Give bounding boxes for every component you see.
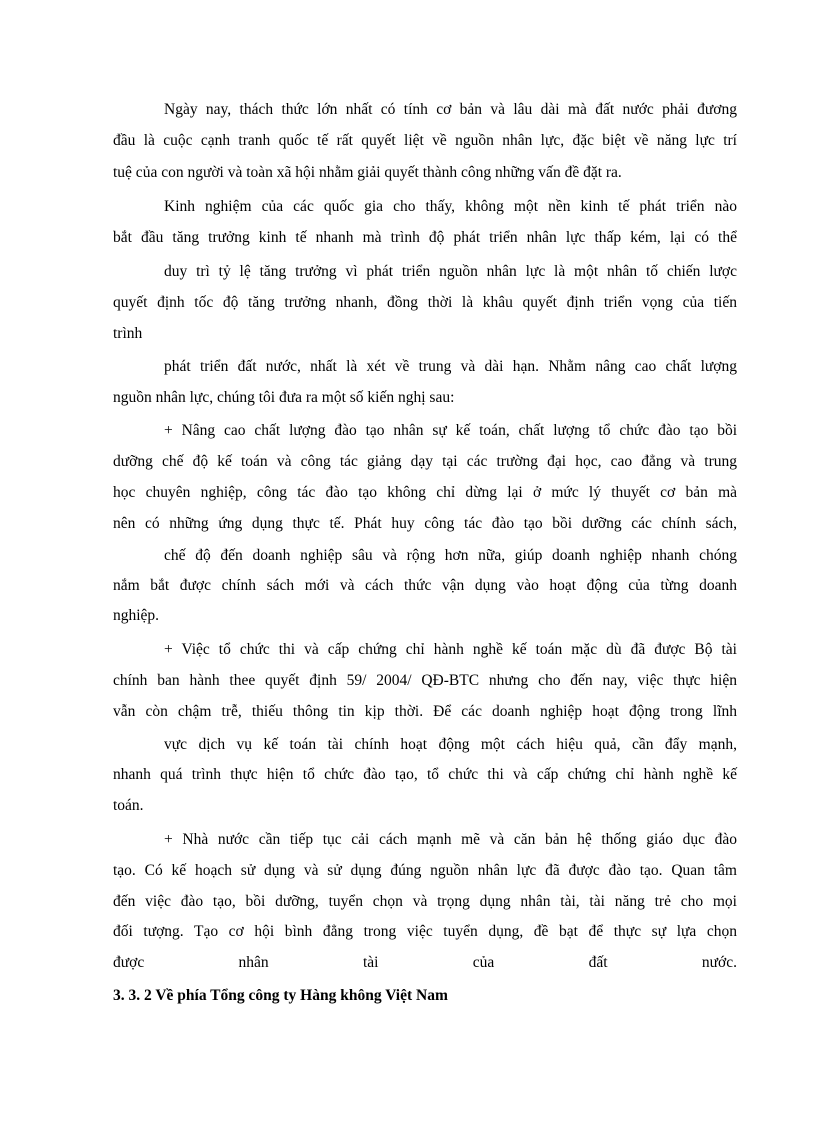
paragraph-line: + Nhà nước cần tiếp tục cải cách mạnh mẽ và căn bản hệ thống giáo dục đào (164, 831, 737, 848)
paragraph-line: chính ban hành thee quyết định 59/ 2004/ QĐ-BTC nhưng cho đến nay, việc thực hiện (113, 672, 737, 689)
paragraph-line: nguồn nhân lực, chúng tôi đưa ra một số kiến nghị sau: (113, 389, 455, 406)
paragraph-line: Ngày nay, thách thức lớn nhất có tính cơ bản và lâu dài mà đất nước phải đương (164, 101, 737, 118)
paragraph-line: nhanh quá trình thực hiện tổ chức đào tạo, tổ chức thi và cấp chứng chỉ hành nghề kế (113, 766, 737, 783)
paragraph-line: toán. (113, 797, 144, 814)
paragraph-line: tạo. Có kế hoạch sử dụng và sử dụng đúng nguồn nhân lực đã được đào tạo. Quan tâm (113, 862, 737, 879)
paragraph-line: Kinh nghiệm của các quốc gia cho thấy, không một nền kinh tế phát triển nào (164, 198, 737, 215)
paragraph-line: bắt đầu tăng trưởng kinh tế nhanh mà trình độ phát triển nhân lực thấp kém, lại có thể (113, 229, 737, 246)
paragraph-line: vực dịch vụ kế toán tài chính hoạt động một cách hiệu quả, cần đẩy mạnh, (164, 736, 737, 753)
paragraph-line: được nhân tài của đất nước. (113, 954, 737, 971)
paragraph-line: dưỡng chế độ kế toán và công tác giảng dạy tại các trường đại học, cao đẳng và trung (113, 453, 737, 470)
paragraph-line: nghiệp. (113, 607, 160, 624)
paragraph-line: đối tượng. Tạo cơ hội bình đẳng trong việc tuyển dụng, đề bạt để thực sự lựa chọn (113, 923, 737, 940)
paragraph-line: học chuyên nghiệp, công tác đào tạo không chỉ dừng lại ở mức lý thuyết cơ bản mà (113, 484, 737, 501)
paragraph-line: trình (113, 325, 143, 342)
section-heading: 3. 3. 2 Về phía Tổng công ty Hàng không Việt Nam (113, 987, 448, 1004)
paragraph-line: vẫn còn chậm trễ, thiếu thông tin kịp thời. Để các doanh nghiệp hoạt động trong lĩnh (113, 703, 737, 720)
paragraph-line: phát triển đất nước, nhất là xét về trung và dài hạn. Nhằm nâng cao chất lượng (164, 358, 737, 375)
paragraph-line: đầu là cuộc cạnh tranh quốc tế rất quyết liệt về nguồn nhân lực, đặc biệt về năng lực trí (113, 132, 737, 149)
paragraph-line: nên có những ứng dụng thực tế. Phát huy công tác đào tạo bồi dưỡng các chính sách, (113, 515, 737, 532)
paragraph-line: duy trì tỷ lệ tăng trưởng vì phát triển nguồn nhân lực là một nhân tố chiến lược (164, 263, 737, 280)
paragraph-line: quyết định tốc độ tăng trưởng nhanh, đồng thời là khâu quyết định triển vọng của tiến (113, 294, 737, 311)
paragraph-line: + Nâng cao chất lượng đào tạo nhân sự kế toán, chất lượng tổ chức đào tạo bồi (164, 422, 737, 439)
paragraph-line: nắm bắt được chính sách mới và cách thức vận dụng vào hoạt động của từng doanh (113, 577, 737, 594)
paragraph-line: đến việc đào tạo, bồi dưỡng, tuyển chọn và trọng dụng nhân tài, tài năng trẻ cho mọi (113, 893, 737, 910)
paragraph-line: + Việc tổ chức thi và cấp chứng chỉ hành nghề kế toán mặc dù đã được Bộ tài (164, 641, 737, 658)
paragraph-line: chế độ đến doanh nghiệp sâu và rộng hơn nữa, giúp doanh nghiệp nhanh chóng (164, 547, 737, 564)
paragraph-line: tuệ của con người và toàn xã hội nhằm giải quyết thành công những vấn đề đặt ra. (113, 164, 622, 181)
